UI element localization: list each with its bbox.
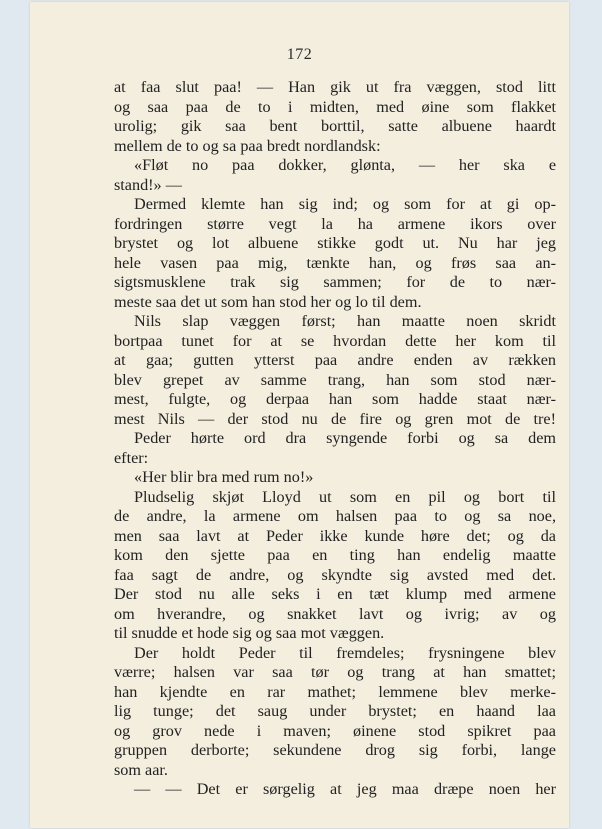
text-line: kom den sjette paa en ting han endelig maatte xyxy=(114,546,556,564)
text-line: og grov nede i maven; øinene stod spikret paa xyxy=(114,721,556,740)
text-line: lig tunge; det saug under brystet; en haand laa xyxy=(114,702,556,720)
text-line: Der holdt Peder til fremdeles; frysningene blev xyxy=(134,643,556,662)
text-line: om hverandre, og snakket lavt og ivrig; av og xyxy=(114,604,556,623)
text-line: «Fløt no paa dokker, glønta, — her ska e xyxy=(134,156,556,174)
text-line: som aar. xyxy=(114,760,168,779)
text-line: urolig; gik saa bent borttil, satte albuene haardt xyxy=(114,117,556,135)
text-line: «Her blir bra med rum no!» xyxy=(134,468,314,486)
text-line: og saa paa de to i midten, med øine som flakket xyxy=(114,97,556,116)
text-line: sigtsmusklene trak sig sammen; for de to nær- xyxy=(114,273,556,291)
page-text xyxy=(114,78,556,800)
text-line: mest Nils — der stod nu de fire og gren mot de tre! xyxy=(114,409,556,428)
text-line: brystet og lot albuene stikke godt ut. Nu har jeg xyxy=(114,234,556,252)
text-line: men saa lavt at Peder ikke kunde høre det; og da xyxy=(114,526,556,545)
text-line: Der stod nu alle seks i en tæt klump med armene xyxy=(114,585,556,603)
text-line: stand!» — xyxy=(114,175,182,194)
text-line: — — Det er sørgelig at jeg maa dræpe noen her xyxy=(134,780,556,798)
text-line: værre; halsen var saa tør og trang at han smattet; xyxy=(114,663,556,681)
text-line: Nils slap væggen først; han maatte noen skridt xyxy=(134,312,556,330)
book-page xyxy=(30,2,569,828)
page-number: 172 xyxy=(286,46,313,63)
text-line: gruppen derborte; sekundene drog sig forbi, lange xyxy=(114,741,556,759)
text-line: meste saa det ut som han stod her og lo til dem. xyxy=(114,292,422,311)
text-line: hele vasen paa mig, tænkte han, og frøs saa an- xyxy=(114,253,556,272)
text-line: Peder hørte ord dra syngende forbi og sa dem xyxy=(134,429,556,447)
text-line: efter: xyxy=(114,448,149,467)
text-line: mellem de to og sa paa bredt nordlandsk: xyxy=(114,136,381,155)
text-line: de andre, la armene om halsen paa to og sa noe, xyxy=(114,507,556,525)
text-line: til snudde et hode sig og saa mot væggen. xyxy=(114,624,385,642)
text-line: Dermed klemte han sig ind; og som for at gi op- xyxy=(134,195,556,213)
text-line: at gaa; gutten ytterst paa andre enden av rækken xyxy=(114,351,556,369)
text-line: at faa slut paa! — Han gik ut fra væggen, stod litt xyxy=(114,78,556,96)
text-line: han kjendte en rar mathet; lemmene blev merke- xyxy=(114,682,556,701)
text-line: faa sagt de andre, og skyndte sig avsted med det. xyxy=(114,565,556,584)
text-line: Pludselig skjøt Lloyd ut som en pil og bort til xyxy=(134,487,556,506)
text-line: bortpaa tunet for at se hvordan dette her kom til xyxy=(114,331,556,350)
text-line: blev grepet av samme trang, han som stod nær- xyxy=(114,370,556,389)
text-line: mest, fulgte, og derpaa han som hadde staat nær- xyxy=(114,390,556,408)
text-line: fordringen større vegt la ha armene ikors over xyxy=(114,214,556,233)
